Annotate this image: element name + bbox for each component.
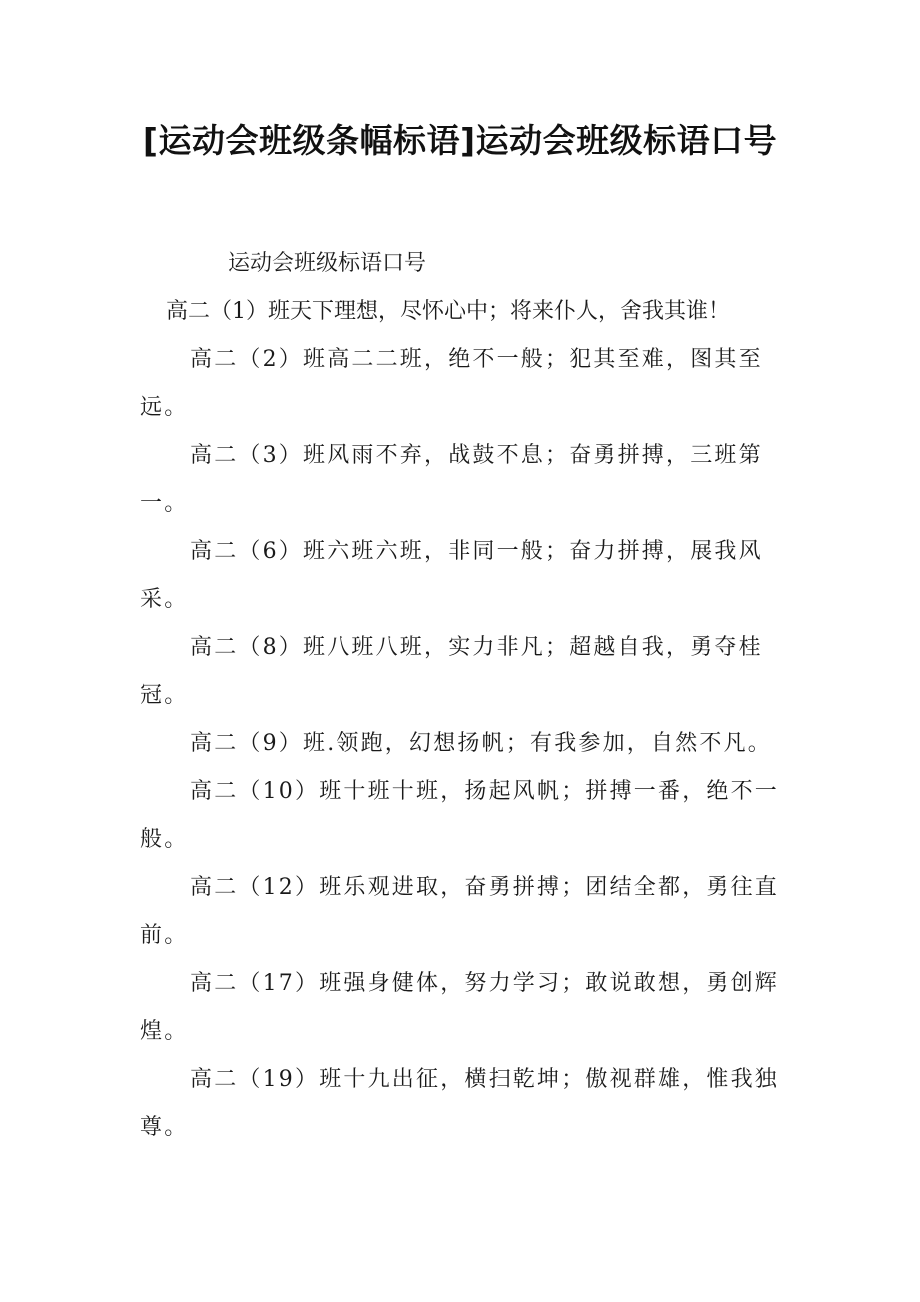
slogan-line: 高二（10）班十班十班，扬起风帆；拼搏一番，绝不一般。 [140, 779, 779, 852]
slogan-line: 高二（19）班十九出征，横扫乾坤；傲视群雄，惟我独尊。 [140, 1067, 779, 1140]
slogan-line: 高二（12）班乐观进取，奋勇拼搏；团结全都，勇往直前。 [140, 875, 779, 948]
slogan-line: 高二（9）班.领跑，幻想扬帆；有我参加，自然不凡。 [190, 731, 772, 756]
slogan-line: 高二（3）班风雨不弃，战鼓不息；奋勇拼搏，三班第一。 [140, 443, 763, 516]
document-subtitle: 运动会班级标语口号 [228, 251, 427, 276]
slogan-line: 高二（6）班六班六班，非同一般；奋力拼搏，展我风采。 [140, 539, 763, 612]
document-title: [运动会班级条幅标语]运动会班级标语口号 [142, 121, 778, 160]
slogan-line: 高二（8）班八班八班，实力非凡；超越自我，勇夺桂冠。 [140, 635, 763, 708]
slogan-line: 高二（17）班强身健体，努力学习；敢说敢想，勇创辉煌。 [140, 971, 779, 1044]
slogan-line: 高二（2）班高二二班，绝不一般；犯其至难，图其至远。 [140, 347, 763, 420]
document-body [140, 240, 790, 1152]
slogan-line: 高二（1）班天下理想，尽怀心中；将来仆人，舍我其谁！ [166, 299, 730, 324]
